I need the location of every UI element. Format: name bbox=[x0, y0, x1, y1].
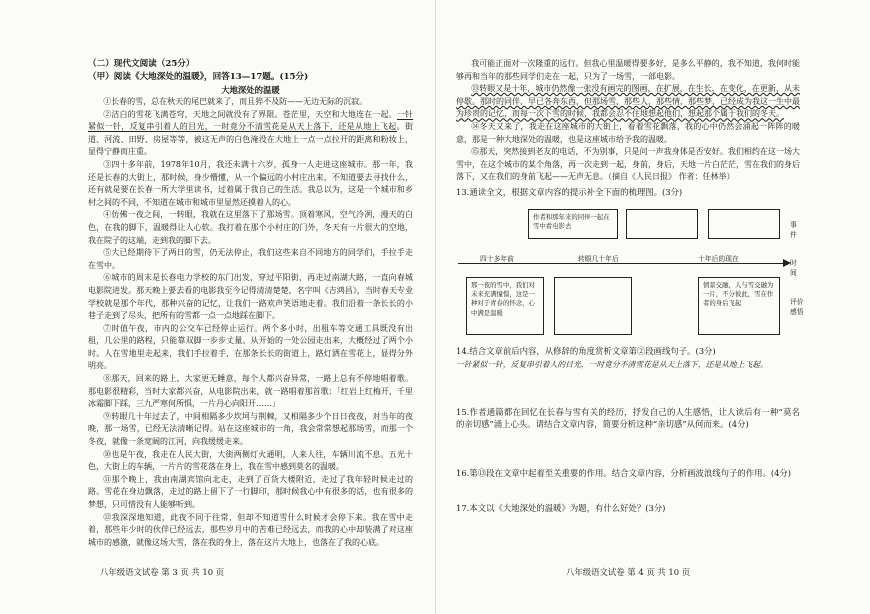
left-paragraph: ②洁白的雪花飞满苍穹，天地之间就没有了界限。苍茫里，天空和大地连在一起。一针紧似一针，反复串引着人的目光，一时竟分不清雪花是从天上落下，还是从地上飞起。街道、河流、田野、房屋等等，被这无声的白色淹没在大地上一点一点拉开的距离和粉妆上，显得宁静而庄重。 bbox=[88, 109, 414, 157]
left-paragraph: ⑪那个晚上，我由南湖宾馆向北走，走到了百货大楼附近，走过了我年轻时候走过的路。雪花在身边飘落，走过的路上留下了一行脚印，那时候我心中有很多的话，也有很多的梦想，只可惜没有人能够听到。 bbox=[88, 474, 413, 509]
diagram-box-3 bbox=[708, 209, 780, 239]
left-paragraph: ①长春的雪，总在秋天的尾巴就来了，而且猝不及防——无边无际的沉寂。 bbox=[103, 97, 368, 106]
section-header: （二）现代文阅读（25分） bbox=[88, 59, 195, 69]
left-footer: 八年级语文试卷 第 3 页 共 10 页 bbox=[100, 567, 225, 577]
diagram-box-1: 作者和那年来的同伴一起在雪中看电影去 bbox=[528, 209, 618, 239]
left-paragraph: ③四十多年前，1978年10月，我还未满十六岁，孤身一人走进这座城市。那一年，我还是长春的大街上，那时候，身少懵懂，从一个偏远的小村庄出来，不知道要去寻找什么，还有就是要在长春一所大学里读书，过着属于我自己的生活。我总以为，这是一个城市和乡村之间的不同，不知道在城市和城市里显然还摸着人的心。 bbox=[88, 159, 413, 207]
time-label-2: 转眼几十年后 bbox=[578, 254, 619, 263]
left-paragraph: ⑨转眼几十年过去了，中间相隔多少坎坷与荆棘，又相隔多少个日日夜夜，对当年的夜晚，那一场雪，已经无法清晰记得。站在这座城市的一角，我会常常想起那场雪，而那一个冬夜，就像一条宽阔的江河，向我缓缓走来。 bbox=[88, 411, 413, 447]
diagram-box-4: 那一夜的雪中，我们对未来充满憧憬，这是一种对于青春的怀念，心中满是温暖 bbox=[466, 277, 544, 335]
label-time: 时间 bbox=[790, 258, 797, 277]
diagram-box-6: 情景交融，人与雪交融为一片，不分彼此，雪在作者的身后飞起 bbox=[698, 277, 780, 335]
diagram-box-2 bbox=[626, 209, 698, 239]
diagram-box-5 bbox=[554, 277, 632, 335]
right-article-body bbox=[456, 58, 800, 184]
right-paragraph: ⑮那天，突然接到老友的电话，不为别事，只是问一声我身体是否安好。我们相约在这一场大雪中，在这个城市的某个角落，再一次走到一起，身前，身后，天地一片白茫茫，雪在我们的身后落下，又在我们的身前飞起——无声无息。（摘自《人民日报》 作者：任林举） bbox=[456, 147, 800, 182]
timeline-line bbox=[458, 263, 783, 264]
question-15: 15.作者通篇都在回忆在长春与雪有关的经历，抒发自己的人生感悟，让人读后有一种“莫名的亲切感”涌上心头。请结合文章内容，简要分析这种“亲切感”从何而来。(4分) bbox=[456, 406, 800, 430]
right-footer: 八年级语文试卷 第 4 页 共 10 页 bbox=[566, 567, 691, 577]
left-paragraph: ⑥城市的周末是长春电力学校的东门出发，穿过平阳街，再走过南湖大路，一直向春城电影院进发。那天晚上要去看的电影我至今记得清清楚楚，名字叫《吉鸿昌》，当时春天专业学校就是那个年代，那种兴奋的记忆，让我们一路欢声笑语地走着。我们沿着一条长长的小巷子走到了尽头，把所有的雪都一点一点地踩在脚下。 bbox=[88, 273, 413, 321]
time-label-3: 十年后的现在 bbox=[698, 254, 739, 263]
right-page bbox=[435, 0, 870, 614]
left-paragraph: ⑫我深深地知道，此夜不同于往常，但却不知道雪什么时候才会停下来。我在雪中走着，那些年少时的伙伴已经远去，那些岁月中的苦难已经远去，而我的心中却装满了对这座城市的感激，就像这场大雪，落在我的身上，落在这片大地上，也落在了我的心底。 bbox=[88, 512, 413, 547]
question-14: 14.结合文章前后内容，从修辞的角度赏析文章第②段画线句子。(3分) bbox=[456, 345, 716, 356]
question-17: 17.本文以《大地深处的温暖》为题，有什么好处？(3分) bbox=[456, 502, 666, 513]
article-title: 大地深处的温暖 bbox=[221, 85, 280, 95]
right-paragraph: ⑭冬天又来了，我走在这座城市的大街上，看着雪花飘落，我的心中仍然会涌起一阵阵的暖意，那是一种大地深处的温暖，也是这座城市给予我的温暖。 bbox=[456, 121, 800, 144]
sub-header: （甲）阅读《大地深处的温暖》，回答13—17题。(15分) bbox=[88, 72, 309, 82]
label-evaluation: 评价感悟 bbox=[790, 297, 804, 316]
left-paragraph: ⑧那天，回来的路上，大家更无睡意，每个人都兴奋异常，一路上总有不停地唱着歌。那电影很精彩，当时大家都兴奋，从电影院出来，就一路唱着那首歌：「红岩上红梅开，千里冰霜脚下踩，三九严寒何所惧，一片丹心向阳开……」 bbox=[88, 374, 413, 409]
left-paragraph: ⑤大已经期待下了两日的雪，仍无法停止，我们这些来自不同地方的同学们，手拉手走在雪中。 bbox=[88, 248, 413, 270]
right-paragraph: ⑬转眼又是十年，城市仍然像一张没有画完的图画，在扩展，在生长，在变化，在更新，从未停歇。那时的同伴，早已各奔东西，但那场雪，那些人，那些情，那些梦，已经成为我这一生中最为珍贵的记忆，而每一次下雪的时候，我都会忍不住地想起他们，想起那个属于我们的冬天。 bbox=[456, 84, 800, 119]
left-paragraph: ⑦时值午夜，市内的公交车已经停止运行。两个多小时，出租车等交通工具既没有出租，几公里的路程，只能靠双脚一步步丈量。从开始的一处公园走出来，大概经过了两个小时。人在雪地里走起来，我们手拉着手，在那条长长的街道上，路灯洒在雪花上，显得分外明亮。 bbox=[88, 323, 413, 371]
right-paragraph: 我可能正面对一次隆重的远行。但我心里温暖得要多好，是多么平静的，我不知道，我何时能够再和当年的那些同学们走在一起，只为了一场雪，一部电影。 bbox=[456, 59, 800, 81]
underlined-sentence: 一针紧似一针，反复串引着人的目光，一时竟分不清雪花是从天上落下，还是从地上飞起 bbox=[88, 109, 414, 132]
question-16: 16.第⑬段在文章中起着至关重要的作用。结合文章内容，分析画波浪线句子的作用。(4分) bbox=[456, 467, 792, 478]
question-13: 13.通读全文，根据文章内容的提示补全下面的梳理图。(3分) bbox=[456, 186, 683, 197]
left-paragraph: ④仿佛一夜之间，一转眼，我就在这里落下了那场雪。顶着寒风，空气冷冽，漫天的白色，在我的脚下，温暖得让人心软。我打着在那个小村庄的门外，冬天有一片很大的空地，我在院子的这端，走到我的脚下去。 bbox=[88, 210, 413, 245]
plot-diagram bbox=[458, 205, 803, 337]
left-article-body bbox=[88, 96, 413, 549]
time-label-1: 四十多年前 bbox=[480, 254, 514, 263]
left-paragraph: ⑩也是午夜，我走在人民大街，大街两侧灯火通明，人来人往，车辆川流不息。五光十色，大街上的车辆，一片片的雪花落在身上，我在雪中感到莫名的温暖。 bbox=[88, 449, 413, 472]
answer-14: 一针紧似一针，反复串引着人的目光，一时竟分不清雪花是从天上落下，还是从地上飞起。 bbox=[456, 360, 768, 370]
label-event: 事件 bbox=[790, 220, 797, 239]
